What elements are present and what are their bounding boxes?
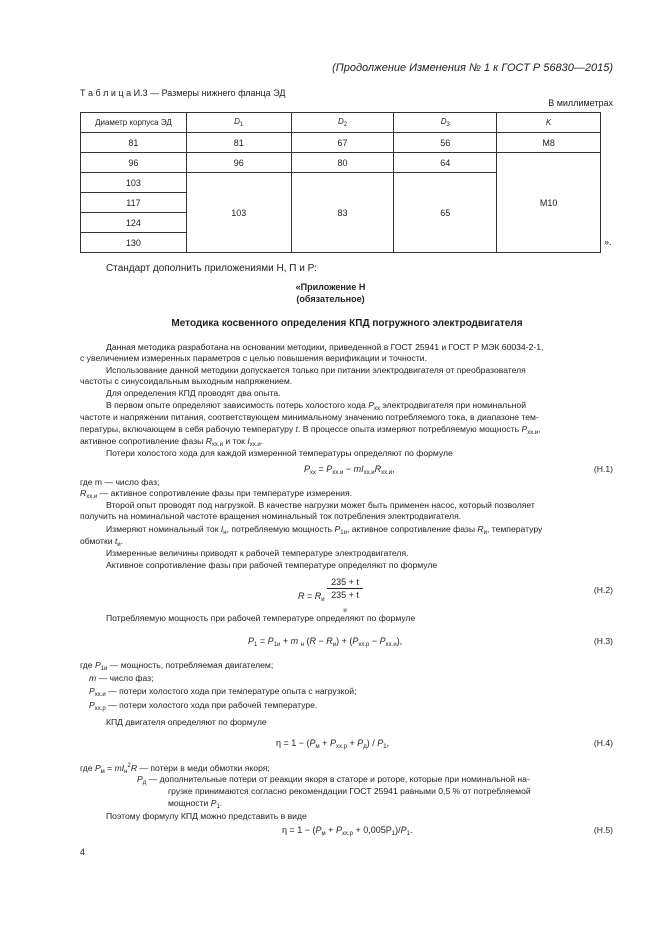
standard-addition: Стандарт дополнить приложениями Н, П и Р: (106, 263, 317, 274)
table-row: 103 103 83 65 (81, 173, 601, 193)
table-caption: Т а б л и ц а И.3 — Размеры нижнего фланца ЭД (80, 88, 286, 98)
paragraph-line: Активное сопротивление фазы при рабочей температуре определяют по формуле (106, 560, 438, 570)
formula-number: (Н.5) (593, 825, 613, 835)
where-line: $P_д$ — дополнительные потери от реакции якоря в статоре и роторе, которые при номинальной на- (137, 774, 530, 786)
table-row: 117 (81, 193, 601, 213)
merged-d1-cell: 103 (186, 173, 291, 253)
col-header-k: K (497, 113, 601, 133)
col-header-d2: $D_2$ (291, 113, 394, 133)
where-line: где $P_м = mI_н^2R$ — потери в меди обмотки якоря; (80, 763, 270, 775)
formula-h3: $P_1 = P_{1и} + m$ $_н$ $(R - R_и) + (P_{хх.р} - P_{хх.и})$, (248, 636, 403, 648)
table-row: 124 (81, 213, 601, 233)
paragraph-line: с увеличением измеренных параметров с целью повышения верификации и точности. (80, 353, 427, 363)
appendix-title: «Приложение Н (295, 282, 366, 292)
where-line: m — число фаз; (89, 673, 154, 683)
col-header-d3: $D_3$ (394, 113, 497, 133)
formula-h1: $P_{хх} = P_{хх.и} - mI_{хх.и}R_{хх.и}$, (304, 464, 395, 476)
paragraph-line: Потребляемую мощность при рабочей температуре определяют по формуле (106, 613, 416, 623)
paragraph-line: Измеряют номинальный ток $I_н$, потребляемую мощность $P_{1и}$, активное сопротивление фазы $R_и$, температуру (106, 524, 543, 536)
flange-table (80, 112, 601, 253)
paragraph-line: частоты с синусоидальным выходным напряжением. (80, 376, 293, 386)
paragraph-line: КПД двигателя определяют по формуле (106, 717, 267, 727)
col-header-diameter: Диаметр корпуса ЭД (81, 113, 187, 133)
where-line: мощности $P_1$. (168, 798, 223, 810)
formula-number: (Н.1) (593, 464, 613, 474)
paragraph-line: Поэтому формулу КПД можно представить в виде (106, 811, 307, 821)
paragraph-line: Измеренные величины приводят к рабочей температуре электродвигателя. (106, 548, 409, 558)
paragraph-line: получить на номинальной частоте вращения номинальный ток потребления электродвигателя. (80, 511, 462, 521)
paragraph-line: Для определения КПД проводят два опыта. (106, 388, 281, 398)
table-row: 130 (81, 233, 601, 253)
where-line: где $P_{1и}$ — мощность, потребляемая двигателем; (80, 660, 274, 672)
paragraph-line: Второй опыт проводят под нагрузкой. В качестве нагрузки может быть применен насос, который позволяет (106, 500, 535, 510)
paragraph-line: где m — число фаз; (80, 477, 160, 487)
continuation-header: (Продолжение Изменения № 1 к ГОСТ Р 56830—2015) (332, 62, 613, 74)
formula-h4: $\eta = 1 - (P_м + P_{хх.р} + P_д) / P_1$, (276, 738, 390, 750)
merged-k-cell: M10 (497, 153, 601, 253)
paragraph-line: Данная методика разработана на основании методики, приведенной в ГОСТ 25941 и ГОСТ Р МЭК 60034-2-1, (106, 342, 544, 352)
paragraph-line: Использование данной методики допускается только при питании электродвигателя от преобразователя (106, 365, 526, 375)
table-row: 81 81 67 56 M8 (81, 133, 601, 153)
table-units: В миллиметрах (548, 98, 613, 108)
page-number: 4 (80, 847, 86, 857)
table-end-mark: ». (604, 237, 612, 247)
where-line: $P_{хх.и}$ — потери холостого хода при температуре опыта с нагрузкой; (89, 686, 357, 698)
formula-h5: $\eta = 1 - (P_м + P_{хх.р} + 0,005P_1)/P_1$. (282, 825, 413, 837)
formula-number: (Н.3) (593, 636, 613, 646)
method-title: Методика косвенного определения КПД погружного электродвигателя (171, 318, 523, 329)
merged-d2-cell: 83 (291, 173, 394, 253)
table-row: 96 96 80 64 M10 (81, 153, 601, 173)
merged-d3-cell: 65 (394, 173, 497, 253)
paragraph-line: пературы, включающем в себя рабочую температуру t. В процессе опыта измеряют потребляемую мощность $P_{хх.и}$, (80, 424, 541, 436)
formula-h2: $R = R_и$ 235 + t 235 + t $_и$ (298, 576, 363, 617)
paragraph-line: активное сопротивление фазы $R_{хх.и}$ и ток $I_{хх.и}$. (80, 436, 264, 448)
table-header-row (81, 113, 601, 133)
paragraph-line: Потери холостого хода для каждой измеренной температуры определяют по формуле (106, 448, 453, 458)
where-line: грузке принимаются согласно рекомендации ГОСТ 25941 равными 0,5 % от потребляемой (168, 786, 531, 796)
paragraph-line: частоте и напряжении питания, соответствующем минимальному значению потребляемого тока, в диапазоне тем- (80, 412, 539, 422)
col-header-d1: $D_1$ (186, 113, 291, 133)
paragraph-line: $R_{хх.и}$ — активное сопротивление фазы при температуре измерения. (80, 488, 353, 500)
appendix-type: (обязательное) (296, 294, 365, 304)
paragraph-line: обмотки $t_и$. (80, 536, 124, 548)
paragraph-line: В первом опыте определяют зависимость потерь холостого хода $P_{хх}$ электродвигателя при номинальной (106, 400, 526, 412)
formula-number: (Н.2) (593, 585, 613, 595)
where-line: $P_{хх.р}$ — потери холостого хода при рабочей температуре. (89, 700, 318, 712)
formula-number: (Н.4) (593, 738, 613, 748)
